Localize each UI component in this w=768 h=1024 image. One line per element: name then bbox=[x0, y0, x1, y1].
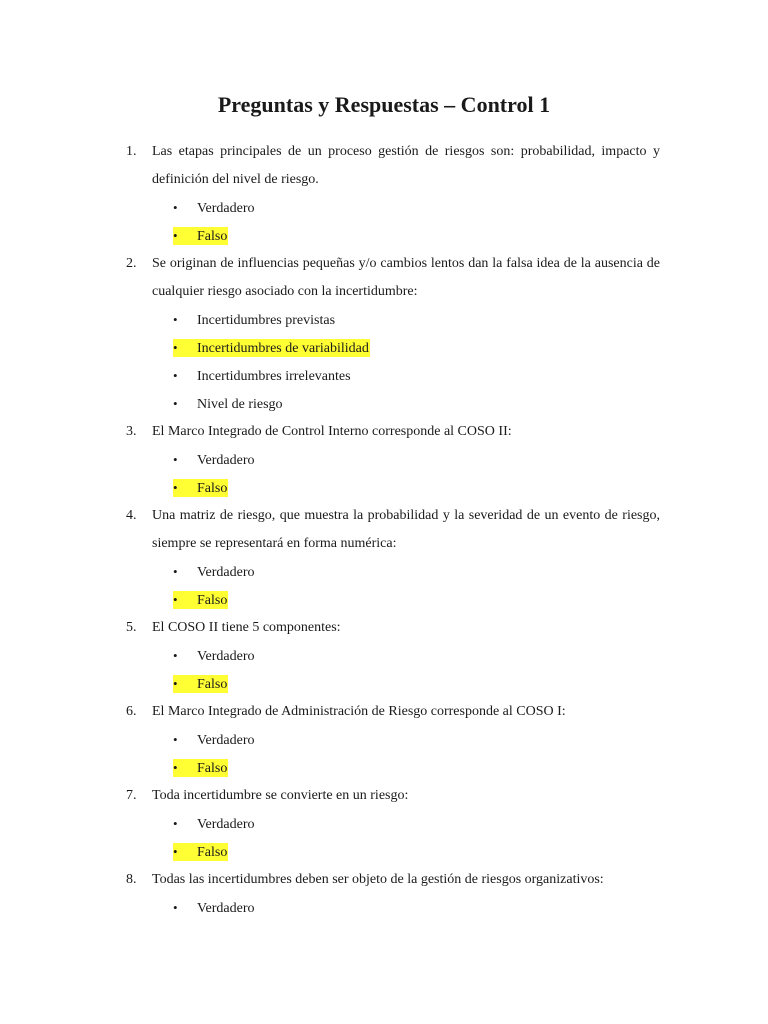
question-item bbox=[0, 866, 768, 922]
answer-option-correct bbox=[0, 222, 768, 250]
question-number: 6. bbox=[126, 704, 137, 719]
answer-options bbox=[0, 726, 768, 782]
question-item bbox=[0, 782, 768, 866]
answer-option-label: Nivel de riesgo bbox=[197, 397, 283, 412]
question-item bbox=[0, 698, 768, 782]
answer-option bbox=[0, 726, 768, 754]
answer-option-correct bbox=[0, 754, 768, 782]
answer-option bbox=[0, 894, 768, 922]
answer-options bbox=[0, 558, 768, 614]
question-text: Una matriz de riesgo, que muestra la probabilidad y la severidad de un evento de riesgo, siempre se representará en forma numérica: bbox=[152, 508, 660, 551]
answer-option-content bbox=[173, 479, 228, 497]
bullet-icon: • bbox=[173, 900, 178, 915]
answer-options bbox=[0, 194, 768, 250]
question-number: 1. bbox=[126, 144, 137, 159]
question-number: 5. bbox=[126, 620, 137, 635]
bullet-icon: • bbox=[173, 676, 178, 691]
bullet-icon: • bbox=[173, 760, 178, 775]
bullet-icon: • bbox=[173, 396, 178, 411]
answer-option-label: Verdadero bbox=[197, 817, 255, 832]
bullet-icon: • bbox=[173, 200, 178, 215]
bullet-icon: • bbox=[173, 648, 178, 663]
bullet-icon: • bbox=[173, 816, 178, 831]
answer-option-content bbox=[173, 563, 256, 581]
answer-option-correct bbox=[0, 586, 768, 614]
bullet-icon: • bbox=[173, 340, 178, 355]
question-item bbox=[0, 418, 768, 502]
answer-option-content bbox=[173, 395, 284, 413]
answer-option-label: Falso bbox=[197, 761, 228, 776]
answer-options bbox=[0, 810, 768, 866]
bullet-icon: • bbox=[173, 592, 178, 607]
answer-options bbox=[0, 446, 768, 502]
answer-option-label: Falso bbox=[197, 593, 228, 608]
question-number: 7. bbox=[126, 788, 137, 803]
answer-option-label: Incertidumbres irrelevantes bbox=[197, 369, 351, 384]
answer-option-label: Falso bbox=[197, 677, 228, 692]
answer-option-content bbox=[173, 815, 256, 833]
bullet-icon: • bbox=[173, 564, 178, 579]
question-item bbox=[0, 502, 768, 614]
answer-option-correct bbox=[0, 334, 768, 362]
answer-option-label: Incertidumbres previstas bbox=[197, 313, 336, 328]
answer-option bbox=[0, 362, 768, 390]
answer-option-label: Falso bbox=[197, 845, 228, 860]
answer-option bbox=[0, 446, 768, 474]
answer-option-content bbox=[173, 311, 336, 329]
answer-option-content bbox=[173, 731, 256, 749]
question-list bbox=[0, 138, 768, 922]
question-text: Todas las incertidumbres deben ser objeto de la gestión de riesgos organizativos: bbox=[152, 872, 604, 887]
question-text: Las etapas principales de un proceso gestión de riesgos son: probabilidad, impacto y definición del nivel de riesgo. bbox=[152, 144, 660, 187]
question-number: 2. bbox=[126, 256, 137, 271]
answer-option-content bbox=[173, 759, 228, 777]
answer-option bbox=[0, 306, 768, 334]
answer-options bbox=[0, 894, 768, 922]
document-title: Preguntas y Respuestas – Control 1 bbox=[217, 92, 551, 117]
answer-option-content bbox=[173, 451, 256, 469]
answer-option-content bbox=[173, 227, 228, 245]
question-text: El Marco Integrado de Control Interno corresponde al COSO II: bbox=[152, 424, 512, 439]
answer-option-label: Verdadero bbox=[197, 733, 255, 748]
answer-option-content bbox=[173, 199, 256, 217]
answer-option-label: Verdadero bbox=[197, 901, 255, 916]
answer-option-correct bbox=[0, 670, 768, 698]
question-number: 8. bbox=[126, 872, 137, 887]
bullet-icon: • bbox=[173, 480, 178, 495]
question-item bbox=[0, 250, 768, 418]
answer-option-label: Verdadero bbox=[197, 649, 255, 664]
bullet-icon: • bbox=[173, 844, 178, 859]
answer-option-label: Incertidumbres de variabilidad bbox=[197, 341, 369, 356]
question-item bbox=[0, 614, 768, 698]
answer-option-label: Verdadero bbox=[197, 565, 255, 580]
bullet-icon: • bbox=[173, 368, 178, 383]
answer-option-content bbox=[173, 675, 228, 693]
bullet-icon: • bbox=[173, 452, 178, 467]
answer-option bbox=[0, 642, 768, 670]
answer-option bbox=[0, 194, 768, 222]
question-text: El Marco Integrado de Administración de Riesgo corresponde al COSO I: bbox=[152, 704, 566, 719]
answer-option-content bbox=[173, 843, 228, 861]
question-text: El COSO II tiene 5 componentes: bbox=[152, 620, 341, 635]
answer-option-content bbox=[173, 367, 352, 385]
bullet-icon: • bbox=[173, 228, 178, 243]
answer-option-label: Verdadero bbox=[197, 201, 255, 216]
answer-option bbox=[0, 810, 768, 838]
answer-option-content bbox=[173, 591, 228, 609]
question-item bbox=[0, 138, 768, 250]
answer-option-label: Verdadero bbox=[197, 453, 255, 468]
question-text: Toda incertidumbre se convierte en un riesgo: bbox=[152, 788, 409, 803]
question-number: 4. bbox=[126, 508, 137, 523]
answer-options bbox=[0, 642, 768, 698]
answer-option-label: Falso bbox=[197, 229, 228, 244]
bullet-icon: • bbox=[173, 312, 178, 327]
question-number: 3. bbox=[126, 424, 137, 439]
answer-option-content bbox=[173, 339, 370, 357]
bullet-icon: • bbox=[173, 732, 178, 747]
answer-option-content bbox=[173, 899, 256, 917]
question-text: Se originan de influencias pequeñas y/o cambios lentos dan la falsa idea de la ausencia de cualquier riesgo asociado con la incertidumbre: bbox=[152, 256, 660, 299]
answer-option bbox=[0, 558, 768, 586]
answer-option-content bbox=[173, 647, 256, 665]
answer-option-correct bbox=[0, 474, 768, 502]
answer-option-label: Falso bbox=[197, 481, 228, 496]
answer-options bbox=[0, 306, 768, 418]
answer-option-correct bbox=[0, 838, 768, 866]
answer-option bbox=[0, 390, 768, 418]
